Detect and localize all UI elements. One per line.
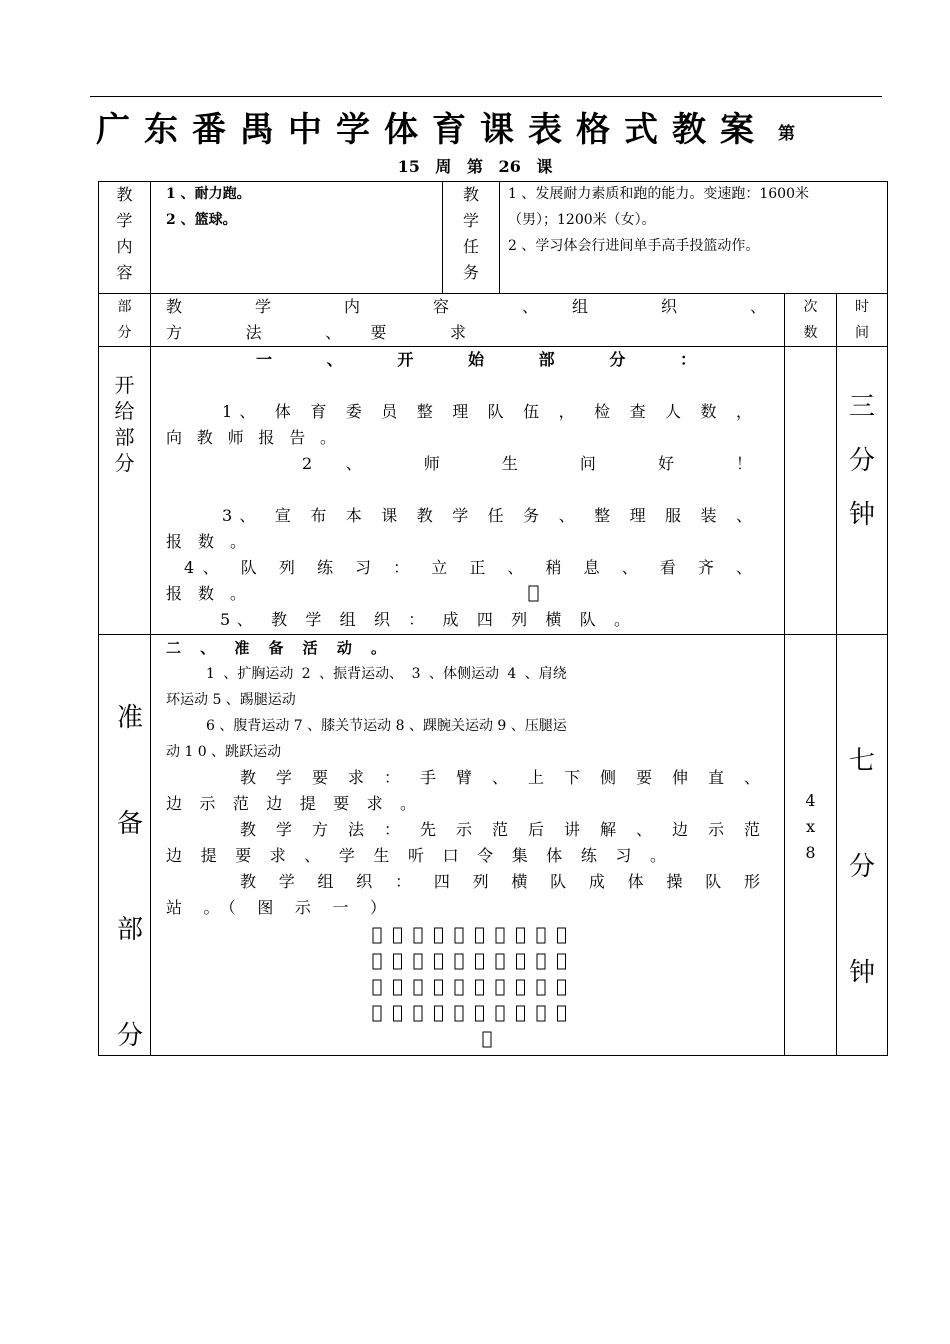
task-item: 1 、发展耐力素质和跑的能力。变速跑：1600米 [508,186,809,202]
formation-student-mark [558,980,566,995]
section1-line: 向 教 师 报 告 。 [166,428,336,447]
section2-exercise: 动 1 0 、跳跃运动 [166,744,282,760]
formation-student-mark [414,928,422,943]
content-column-label [166,294,766,346]
task-label-char: 务 [462,263,479,282]
section2-count-char: x [805,817,816,836]
formation-student-mark [517,1006,525,1021]
section2-requirement: 教 学 组 织 ： 四 列 横 队 成 体 操 队 形 [240,872,760,891]
content-label-char: 教 [116,185,133,204]
section1-line: 5、 教 学 组 织 ： 成 四 列 横 队 。 [220,610,630,629]
section1-line: 1、 体 育 委 员 整 理 队 伍 ， 检 查 人 数 ， [222,402,752,421]
section2-part-char: 部 [116,915,143,945]
formation-student-mark [558,1006,566,1021]
section2-time-char: 七 [848,746,875,776]
formation-student-mark [537,980,545,995]
content-label [99,182,150,286]
section2-exercise: 6 、腹背运动 7 、膝关节运动 8 、踝腕关运动 9 、压腿运 [206,718,567,734]
task-item: （男）；1200米（女）。 [508,212,656,228]
content-label-char: 学 [116,211,133,230]
time-label-char: 时 [855,299,869,315]
subtitle: 15 周 第 26 课 [397,157,553,176]
section2-part-char: 备 [116,809,143,839]
formation-student-mark [414,954,422,969]
section1-part-char: 分 [114,451,135,475]
formation-student-mark [435,954,443,969]
section1-part-char: 给 [114,399,135,423]
title-suffix: 第 [778,124,795,144]
table-border-bottom [98,1055,888,1056]
section1-time [837,380,887,542]
table-border-task-right [499,181,500,293]
section2-time [837,708,887,1026]
content-column-label-line: 教 学 内 容 、组 织 、 [166,297,766,316]
title-text: 广东番禺中学体育课表格式教案 [96,110,768,150]
formation-student-mark [455,954,463,969]
page-title [96,106,886,158]
content-item: 1 、耐力跑。 [166,186,251,202]
section2-time-char: 钟 [848,958,875,988]
formation-student-mark [394,954,402,969]
section2-count-char: 8 [805,843,816,862]
formation-student-mark [373,1006,381,1021]
count-label-char: 数 [803,325,818,341]
task-items [508,181,886,259]
section1-part-label [99,372,150,476]
section1-line: 4、 队 列 练 习 ： 立 正 、 稍 息 、 看 齐 、 [184,558,752,577]
section2-part-char: 准 [116,703,143,733]
formation-student-mark [496,980,504,995]
section1-line: 报 数 。 [166,584,246,603]
table-border-right [887,181,888,1056]
part-label-char: 部 [117,299,132,315]
section1-time-char: 钟 [848,500,875,530]
section2-heading: 二 、 准 备 活 动 。 [166,639,386,657]
section2-requirement: 站 。（ 图 示 一 ） [166,898,386,917]
section1-line: 3、 宣 布 本 课 教 学 任 务 、 整 理 服 装 、 [222,506,752,525]
section2-count [785,788,836,866]
section1-line: 报 数 。 [166,532,246,551]
formation-student-mark [414,1006,422,1021]
formation-student-mark [476,980,484,995]
section2-part-char: 分 [116,1021,143,1051]
formation-student-mark [496,954,504,969]
section1-marker [528,585,540,603]
content-item: 2 、篮球。 [166,212,237,228]
content-items [166,181,436,233]
formation-student-mark [496,1006,504,1021]
section1-heading: 一 、 开 始 部 分 ： [256,350,696,369]
part-label-char: 分 [117,325,132,341]
formation-student-mark [414,980,422,995]
formation-student-mark [435,1006,443,1021]
formation-student-mark [455,980,463,995]
section1-time-char: 三 [848,392,875,422]
formation-student-mark [476,954,484,969]
table-border-count-col [784,293,785,1056]
formation-student-mark [496,928,504,943]
task-label-char: 任 [462,237,479,256]
section2-exercise: 环运动 5 、踢腿运动 [166,692,296,708]
section1-line: 2 、 师 生 问 好 ！ [302,454,752,473]
section2-content [166,635,778,921]
content-label-char: 容 [116,263,133,282]
task-label [443,182,499,286]
task-label-char: 学 [462,211,479,230]
formation-student-mark [435,980,443,995]
section2-requirement: 教 学 要 求 ： 手 臂 、 上 下 侧 要 伸 直 、 [240,768,760,787]
formation-student-mark [373,928,381,943]
section2-exercise: 1 、扩胸运动 2 、振背运动、 3 、体侧运动 4 、肩绕 [206,666,567,682]
formation-student-mark [435,928,443,943]
formation-student-mark [517,980,525,995]
time-label-char: 间 [855,325,869,341]
content-column-label-line: 方 法 、要 求 [166,323,466,342]
section2-requirement: 边 提 要 求 、 学 生 听 口 令 集 体 练 习 。 [166,846,666,865]
section2-time-char: 分 [848,852,875,882]
formation-student-mark [455,1006,463,1021]
formation-student-mark [537,928,545,943]
formation-teacher-mark [483,1032,491,1047]
time-column-label [837,294,887,346]
section2-part-label [99,665,161,1089]
section2-count-char: 4 [805,791,816,810]
top-rule [90,96,882,97]
formation-student-mark [517,954,525,969]
formation-student-mark [537,1006,545,1021]
section1-part-char: 部 [114,425,135,449]
formation-student-mark [455,928,463,943]
formation-student-mark [558,928,566,943]
formation-diagram [370,926,580,1052]
count-column-label [785,294,836,346]
formation-student-mark [394,928,402,943]
section1-content [166,347,766,633]
formation-student-mark [476,928,484,943]
section1-part-char: 开 [114,373,135,397]
section2-requirement: 边 示 范 边 提 要 求 。 [166,794,416,813]
content-label-char: 内 [116,237,133,256]
formation-grid [373,928,566,1047]
formation-student-mark [517,928,525,943]
formation-student-mark [476,1006,484,1021]
section2-requirement: 教 学 方 法 ： 先 示 范 后 讲 解 、 边 示 范 [240,820,760,839]
formation-student-mark [558,954,566,969]
count-label-char: 次 [803,299,818,315]
section1-time-char: 分 [848,446,875,476]
formation-student-mark [373,954,381,969]
formation-student-mark [394,980,402,995]
formation-student-mark [373,980,381,995]
part-column-label [99,294,150,346]
formation-student-mark [394,1006,402,1021]
task-label-char: 教 [462,185,479,204]
formation-student-mark [537,954,545,969]
task-item: 2 、学习体会行进间单手高手投篮动作。 [508,238,760,254]
